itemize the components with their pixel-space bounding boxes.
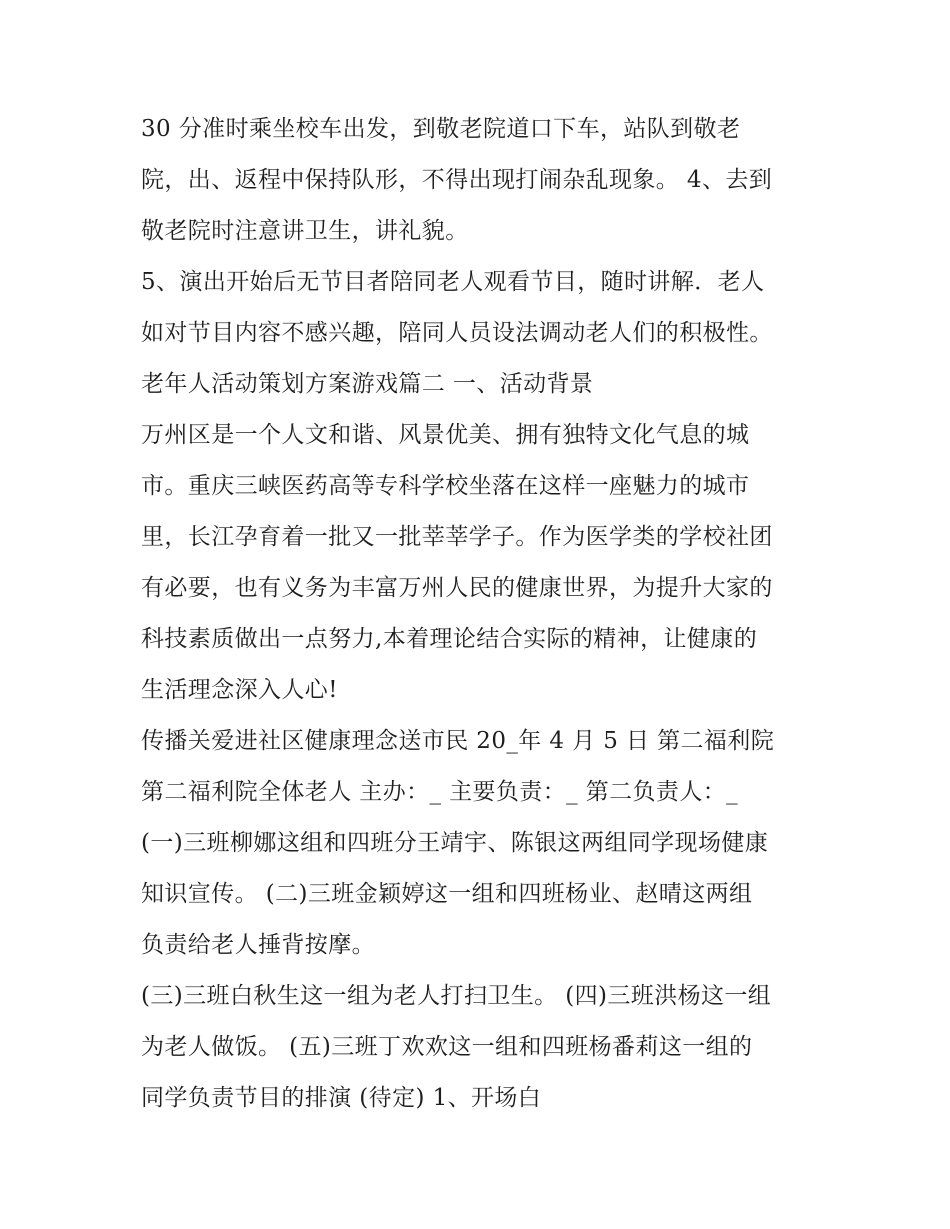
text-line: 市。重庆三峡医药高等专科学校坐落在这样一座魅力的城市: [141, 473, 750, 499]
text-line: 科技素质做出一点努力,本着理论结合实际的精神，让健康的: [141, 626, 758, 652]
text-line: (一)三班柳娜这组和四班分王靖宇、陈银这两组同学现场健康: [141, 830, 769, 856]
text-line: 生活理念深入人心!: [141, 677, 338, 703]
text-line: 院，出、返程中保持队形，不得出现打闹杂乱现象。 4、去到: [141, 167, 773, 193]
text-line: 第二福利院全体老人 主办：_ 主要负责：_ 第二负责人：_: [141, 779, 739, 805]
text-line: 同学负责节目的排演 (待定) 1、开场白: [141, 1085, 542, 1111]
text-line: (三)三班白秋生这一组为老人打扫卫生。 (四)三班洪杨这一组: [141, 983, 772, 1009]
text-line: 有必要，也有义务为丰富万州人民的健康世界，为提升大家的: [141, 575, 773, 601]
text-line: 里，长江孕育着一批又一批莘莘学子。作为医学类的学校社团: [141, 524, 773, 550]
text-line: 知识宣传。 (二)三班金颖婷这一组和四班杨业、赵晴这两组: [141, 881, 753, 907]
text-line: 敬老院时注意讲卫生，讲礼貌。: [141, 218, 469, 244]
text-line: 如对节目内容不感兴趣，陪同人员设法调动老人们的积极性。: [141, 320, 773, 346]
text-line: 负责给老人捶背按摩。: [141, 932, 375, 958]
text-line: 传播关爱进社区健康理念送市民 20_年 4 月 5 日 第二福利院: [141, 728, 775, 754]
text-line: 万州区是一个人文和谐、风景优美、拥有独特文化气息的城: [141, 422, 750, 448]
text-line: 30 分准时乘坐校车出发，到敬老院道口下车，站队到敬老: [141, 116, 741, 142]
text-line: 为老人做饭。 (五)三班丁欢欢这一组和四班杨番莉这一组的: [141, 1034, 753, 1060]
section-heading: 老年人活动策划方案游戏篇二 一、活动背景: [141, 371, 594, 397]
text-line: 5、演出开始后无节目者陪同老人观看节目，随时讲解．老人: [141, 269, 765, 295]
